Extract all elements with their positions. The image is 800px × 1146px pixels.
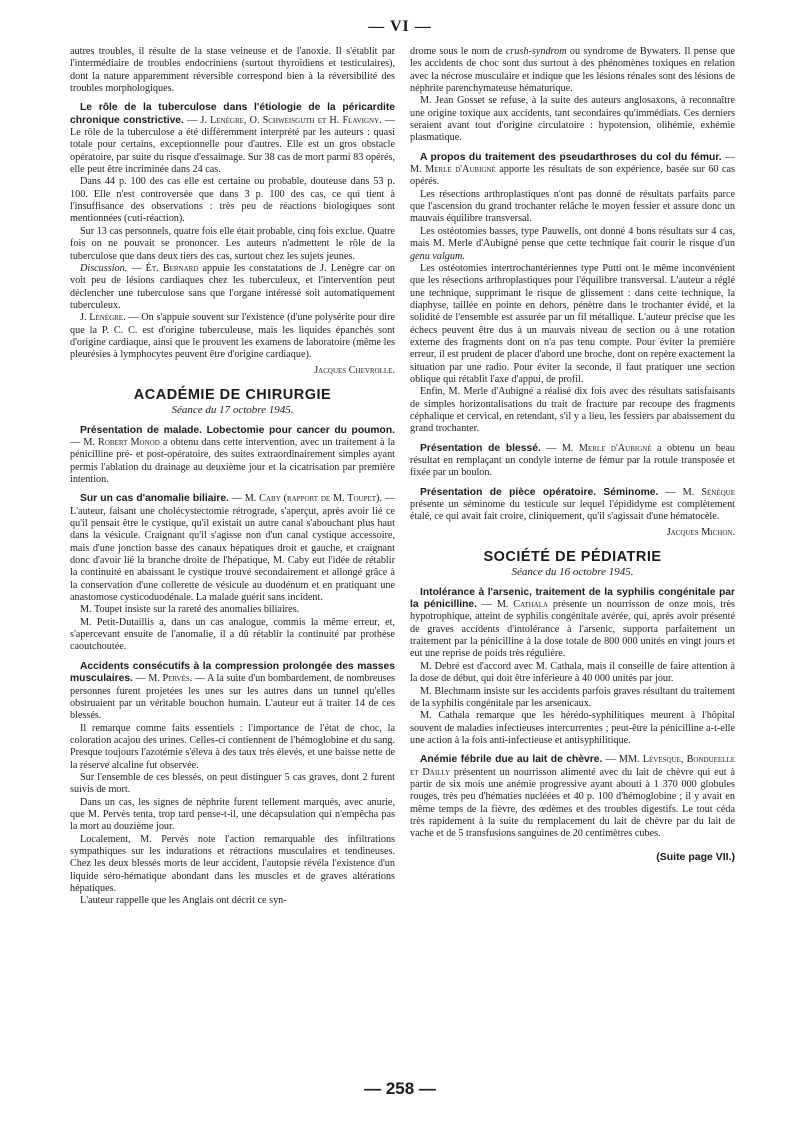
article-anemie — [410, 754, 735, 840]
section-title: ACADÉMIE DE CHIRURGIE — [133, 386, 332, 403]
article-body: présentent un nourrisson alimenté avec du lait de chèvre qui eut à partir de six mois une anémie progressive ayant abouti à 1 370 000 globules rouges, très peu d'hématies nucléées et 40 p. 100 d'hémoglobine ; il y avait en même temps de la fièvre, des œdèmes et des troubles digestifs. Le tout céda très rapidement à la suite du remplacement du lait de chèvre par du lait de vache et de 5 transfusions sanguines de 20 centimètres cubes. — [410, 766, 736, 840]
article-authors: — MM. Lévesque, Bondueelle et Dailly — [410, 754, 735, 778]
article-title: Présentation de blessé. — [420, 442, 541, 454]
paragraph: M. Toupet insiste sur la rareté des anomalies biliaires. — [80, 604, 300, 616]
article-authors: — M. Robert Monod — [70, 436, 160, 448]
article-body: présente un nourrisson de onze mois, très hypotrophique, atteint de syphilis congénitale avérée, qui, après avoir présenté de graves accidents d'intolérance à l'arsenic, supporta parfaitement un traitement par la pénicilline à la dose totale de 800 000 unités en vingt jours et eut une reprise de poids très régulière. — [410, 599, 736, 660]
article-body: — Le rôle de la tuberculose a été différemment interprété par les auteurs : quasi totale pour certains, exceptionnelle pour d'autres. Elle est un gros obstacle opératoire, par suite du risque d'essaimage. Sur 38 cas de mort parmi 83 opérés, elle peut être incriminée dans 24 cas. — [70, 114, 396, 176]
article-title: Présentation de malade. Lobectomie pour cancer du poumon. — [80, 424, 395, 436]
continued-paragraph: autres troubles, il résulte de la stase veineuse et de l'anoxie. Il s'établit par l'intermédiaire de troubles endocriniens (surtout thyroïdiens et testiculaires), dont la nature apparemment réversible correspond bien à la réversibilité des troubles morphologiques. — [70, 46, 395, 95]
discussion-label: Discussion. — [80, 262, 128, 274]
article-lobectomie — [70, 425, 395, 487]
continued-text: drome sous le nom de — [410, 46, 506, 57]
paragraph: Les ostéotomies intertrochantériennes type Putti ont le même inconvénient que les résections arthroplastiques pour l'équilibre transversal. L'auteur a réglé une technique, supprimant le risque de glissement : dans cette technique, la diaphyse, taillée en pointe en dehors, pénètre dans le trochanter évidé, et la solidité de l'ensemble est assurée par un fil métallique. L'auteur précise que les échecs peuvent être dus à un mauvais niveau de section ou à une rotation externe des fragments dont on n'a pas tenu compte. Pour éviter la première erreur, il est prudent de placer d'abord une broche, dont on repère exactement la situation par une radio. Pour éviter la seconde, il faut pratiquer une section oblique qui rétablit l'axe d'appui, de profil. — [410, 262, 735, 385]
paragraph: Enfin, M. Merle d'Aubigné a réalisé dix fois avec des résultats satisfaisants de simples horizontalisations du trait de fracture par recoupe des fragments céphalique et cervical, en retendant, s'il y a lieu, les fessiers par abaissement du grand trochanter. — [410, 386, 735, 435]
article-authors: — J. Lenègre, O. Schweisguth et H. Flavigny. — [187, 114, 382, 126]
paragraph: Dans un cas, les signes de néphrite furent tellement marqués, avec anurie, que M. Pervès tenta, trop tard pense-t-il, une décapsulation qui n'empêcha pas la mort au douzième jour. — [70, 796, 395, 833]
paragraph: M. Debré est d'accord avec M. Cathala, mais il conseille de faire attention à la dose de début, qui doit être inférieure à 40 000 unités par jour. — [410, 660, 735, 685]
article-tuberculose — [70, 102, 395, 377]
emphasis: genu valgum. — [410, 250, 465, 262]
article-authors: — M. Sénèque — [665, 486, 736, 498]
discussion-body: appuie les constatations de J. Lenègre car on voit peu de lésions cardiaques chez les tuberculeux, et l'intervention peut déclencher une tuberculose sans que l'organe intéressé soit automatiquement tuberculeux. — [70, 262, 396, 311]
reply-name: J. Lenègre. — [80, 312, 126, 324]
article-blesse — [410, 443, 735, 480]
article-seminome — [410, 487, 735, 539]
article-body: — L'auteur, faisant une cholécystectomie rétrograde, s'aperçut, après avoir lié ce qu'il pensait être le cystique, qu'il existait un autre canal s'abouchant plus haut dans la vésicule. Craignant qu'il s'agisse non d'un canal cystique accessoire, mais d'une jonction basse des canaux hépatiques droit et gauche, et craignant donc d'avoir lié la branche droite de l'hépatique, M. Caby eut l'idée de rétablir la continuité en abaissant le cystique trouvé secondairement et allongé grâce à la conservation d'une collerette de vésicule au duodénum et en pratiquant une anastomose cysticoduodénale. La malade guérit sans incident. — [70, 493, 396, 604]
article-arsenic — [410, 587, 735, 747]
seance-date: Séance du 16 octobre 1945. — [511, 566, 634, 579]
article-anomalie-biliaire — [70, 493, 395, 653]
article-authors: — M. Pervès. — [135, 673, 193, 685]
paragraph: M. Jean Gosset se refuse, à la suite des auteurs anglosaxons, à reconnaître une origine toxique aux accidents, tant secondaires qu'immédiats. Ces derniers seraient avant tout d'origine circulatoire : hypotension, olihémie, exhémie plasmatique. — [410, 95, 735, 144]
paragraph: Sur 13 cas personnels, quatre fois elle était probable, cinq fois exclue. Quatre fois on ne pouvait se prononcer. Les auteurs n'admettent le rôle de la tuberculose que dans deux tiers des cas, surtout chez les sujets jeunes. — [70, 225, 395, 262]
signature: Jacques Chevrolle. — [314, 364, 395, 376]
article-body: — A la suite d'un bombardement, de nombreuses personnes furent projetées les unes sur les autres dans un tunnel qu'elles obstruaient par un véritable bouchon humain. L'auteur eut à traiter 14 de ces blessés. — [70, 673, 396, 722]
paragraph: Les résections arthroplastiques n'ont pas donné de résultats parfaits parce que l'ascension du grand trochanter relâche le moyen fessier et assure donc un mauvais équilibre transversal. — [410, 188, 735, 225]
paragraph: Sur l'ensemble de ces blessés, on peut distinguer 5 cas graves, dont 2 furent suivis de mort. — [70, 771, 395, 796]
article-authors: — M. Merle d'Aubigné — [410, 151, 735, 176]
paragraph: Il remarque comme faits essentiels : l'importance de l'état de choc, la coloration acajou des urines. Celles-ci contiennent de l'hémoglobine et du sang. Presque toujours l'azotémie s'éleva à des taux très élevés, et une baisse nette de la réserve alcaline fut observée. — [70, 722, 395, 771]
article-authors: — M. Merle d'Aubigné — [546, 442, 652, 454]
paragraph: Dans 44 p. 100 des cas elle est certaine ou probable, douteuse dans 53 p. 100. Elle n'est controversée que dans 3 p. 100 des cas, ce qui tient à l'insuffisance des observations : très peu de réactions biologiques sont mentionnées (cuti-réaction). — [70, 176, 395, 225]
paragraph: M. Cathala remarque que les hérédo-syphilitiques meurent à l'hôpital souvent de maladies infectieuses intercurrentes ; peut-être la pénicilline a-t-elle une action à la fois anti-infectieuse et antisyphilitique. — [410, 710, 735, 746]
article-title: Intolérance à l'arsenic, traitement de la syphilis congénitale par la pénicilline. — [410, 586, 735, 611]
article-title: Sur un cas d'anomalie biliaire. — [80, 493, 229, 505]
article-title: Présentation de pièce opératoire. Séminome. — [420, 486, 659, 498]
paragraph: M. Blechmann insiste sur les accidents parfois graves résultant du traitement de la syphilis congénitale par les arsenicaux. — [410, 685, 735, 709]
emphasis: crush-syndrom — [505, 46, 567, 57]
discussant-name: — Ét. Bernard — [131, 262, 199, 274]
article-title: Anémie fébrile due au lait de chèvre. — [420, 754, 603, 766]
left-column — [70, 46, 395, 908]
article-title: Le rôle de la tuberculose dans l'étiologie de la péricardite chronique constrictive. — [70, 102, 395, 126]
article-title: Accidents consécutifs à la compression prolongée des masses musculaires. — [70, 660, 395, 685]
article-authors: — M. Caby (rapport de M. Toupet). — [231, 493, 382, 505]
page-number: — 258 — — [364, 1079, 436, 1098]
article-body: apporte les résultats de son expérience, basée sur 60 cas opérés. — [410, 164, 735, 188]
reply-body: — On s'appuie souvent sur l'existence (d'une polysérite pour dire que la P. C. C. est d'origine tuberculeuse, mais les liquides épanchés sont d'origine cardiaque, ainsi que le prouvent les examens de laboratoire (même les pleurésies à lymphocytes peuvent être d'origine cardiaque). — [70, 312, 395, 361]
page-header-roman: — VI — — [368, 18, 432, 35]
article-body: a obtenu dans cette intervention, avec un traitement à la pénicilline pré- et post-opératoire, des suites extraordinairement simples ayant permis l'ablation du drainage au deuxième jour et la cicatrisation par première intention. — [70, 436, 395, 485]
section-title: SOCIÉTÉ DE PÉDIATRIE — [483, 549, 662, 566]
article-body: a obtenu un beau résultat en remplaçant un condyle interne de fémur par la rotule transposée et fixée par un boulon. — [410, 442, 735, 479]
right-column — [410, 46, 735, 863]
signature: Jacques Michon. — [666, 526, 735, 538]
article-authors: — M. Cathala — [481, 599, 549, 611]
article-body: présente un séminome du testicule sur lequel l'épididyme est complètement étalé, ce qui avait fait croire, cliniquement, qu'il s'agissait d'une hématocèle. — [410, 499, 735, 523]
continued-text: ou syndrome de Bywaters. Il pense que les accidents de choc sont dus surtout à des phénomènes toxiques en relation avec la nécrose musculaire et indique que les lésions rénales sont des lésions de néphrite parenchymateuse hématurique. — [410, 46, 735, 95]
paragraph: L'auteur rappelle que les Anglais ont décrit ce syn- — [80, 895, 287, 907]
paragraph: Les ostéotomies basses, type Pauwells, ont donné 4 bons résultats sur 4 cas, mais M. Merle d'Aubigné pense que cette technique fait courir le risque d'un — [410, 225, 735, 250]
paragraph: M. Petit-Dutaillis a, dans un cas analogue, commis la même erreur, et, s'apercevant ensuite de l'anomalie, il a dû rétablir la continuité par prothèse caoutchoutée. — [70, 616, 395, 653]
paragraph: Localement, M. Pervès note l'action remarquable des infiltrations sympathiques sur les indurations et rétractions musculaires et tendineuses. Chez les deux blessés morts de leur accident, l'autopsie révéla l'existence d'un liquide séro-hématique abondant dans les muscles et de graves altérations hépatiques. — [70, 833, 395, 894]
article-compression — [70, 661, 395, 908]
continued-on-note: (Suite page VII.) — [656, 850, 735, 863]
seance-date: Séance du 17 octobre 1945. — [171, 404, 294, 417]
article-pseudarthroses — [410, 152, 735, 436]
article-title: A propos du traitement des pseudarthroses du col du fémur. — [420, 151, 722, 163]
